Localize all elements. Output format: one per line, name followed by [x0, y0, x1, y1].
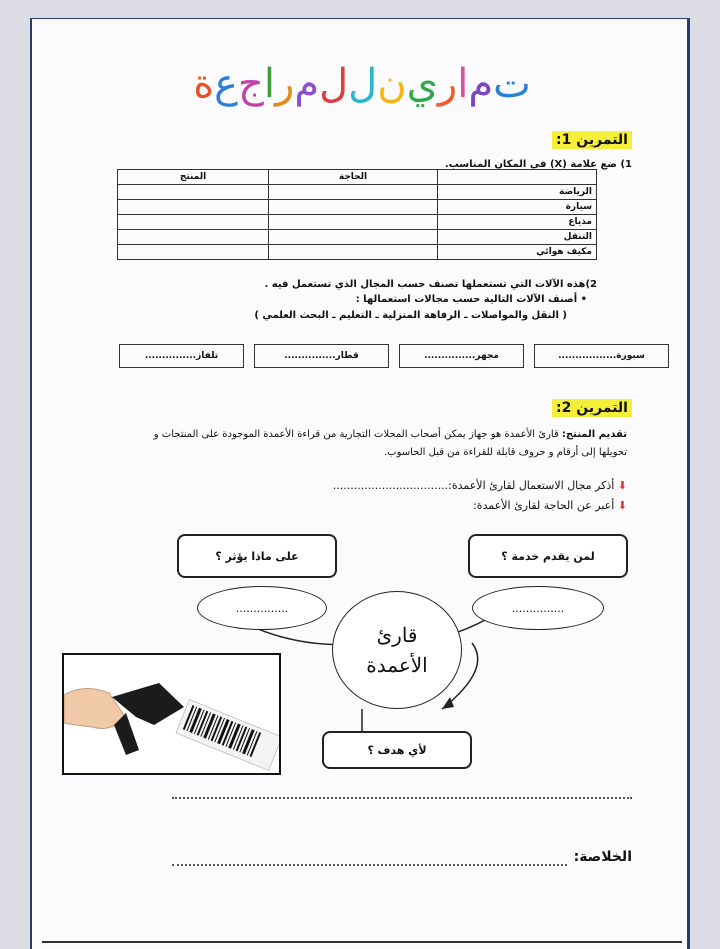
arrow-bullet-icon: ⬇ — [617, 499, 627, 512]
title-letter: ت — [493, 61, 531, 107]
fill-box[interactable]: سبورة................. — [534, 344, 669, 368]
table-row-label: الرياضة — [438, 185, 597, 200]
arrow-bullet-icon: ⬇ — [617, 479, 627, 492]
worksheet-page — [30, 18, 690, 949]
table-row-label: مذياع — [438, 215, 597, 230]
title-letter: ر — [275, 61, 295, 107]
center-line-1: قارئ — [376, 623, 418, 647]
exercise-1-question-1: 1) ضع علامة (X) في المكان المناسب. — [444, 159, 632, 170]
fill-box[interactable]: تلفاز............... — [119, 344, 244, 368]
exercise-1-question-2: 2)هذه الآلات التي تستعملها تصنف حسب المجال الذي تستعمل فيه . — [264, 279, 597, 290]
exercise-1-instruction: • أصنف الآلات التالية حسب مجالات استعمالها : — [355, 294, 587, 305]
page-bottom-rule — [42, 941, 682, 943]
title-letter: ل — [319, 61, 349, 107]
title-letter: ج — [238, 61, 264, 107]
title-letter: ن — [377, 61, 407, 107]
fill-box[interactable]: مجهر............... — [399, 344, 524, 368]
service-answer-ellipse[interactable]: ............... — [472, 586, 604, 630]
task-2: ⬇ أعبر عن الحاجة لقارئ الأعمدة: — [473, 499, 627, 512]
intro-label: تقديم المنتج: — [561, 429, 627, 440]
exercise-1-categories: ( النقل والمواصلات ـ الرفاهة المنزلية ـ التعليم ـ البحث العلمي ) — [254, 310, 567, 321]
title-letter: ع — [214, 61, 239, 107]
product-intro-line-2: تحويلها إلى أرقام و حروف قابلة للقراءة من قبل الحاسوب. — [383, 447, 627, 458]
table-header-product: المنتج — [118, 170, 269, 185]
center-line-2: الأعمدة — [366, 653, 428, 677]
title-letter: ر — [437, 61, 458, 107]
title-letter: ي — [406, 61, 438, 107]
task-1: ⬇ أذكر مجال الاستعمال لقارئ الأعمدة:................................. — [332, 479, 627, 492]
purpose-question-box: لأي هدف ؟ — [322, 731, 472, 769]
exercise-2-label: التمرين 2: — [552, 397, 632, 416]
title-letter: ل — [348, 61, 378, 107]
effect-answer-ellipse[interactable]: ............... — [197, 586, 327, 630]
barcode-scanner-image — [62, 653, 281, 775]
fill-box[interactable]: قطار............... — [254, 344, 389, 368]
title-letter: ة — [193, 61, 215, 107]
table-row-label: التنقل — [438, 230, 597, 245]
exercise-1-label: التمرين 1: — [552, 129, 632, 148]
title-letter: م — [468, 61, 494, 107]
conclusion-line[interactable] — [172, 864, 567, 866]
table-row-label: سيارة — [438, 200, 597, 215]
service-question-box: لمن يقدم خدمة ؟ — [468, 534, 628, 578]
effect-question-box: على ماذا يؤثر ؟ — [177, 534, 337, 578]
table-header-need: الحاجة — [269, 170, 438, 185]
conclusion-label: الخلاصة: — [573, 849, 632, 865]
answer-line[interactable] — [172, 797, 632, 799]
intro-text: قارئ الأعمدة هو جهاز يمكن أصحاب المحلات التجارية من قراءة الأعمدة الموجودة على المنتجات و — [153, 429, 562, 440]
table-row-label: مكيف هوائي — [438, 245, 597, 260]
title-letter: ا — [457, 61, 469, 107]
title-letter: ا — [263, 61, 275, 107]
barcode-reader-circle — [332, 591, 462, 709]
title-letter: م — [294, 61, 320, 107]
